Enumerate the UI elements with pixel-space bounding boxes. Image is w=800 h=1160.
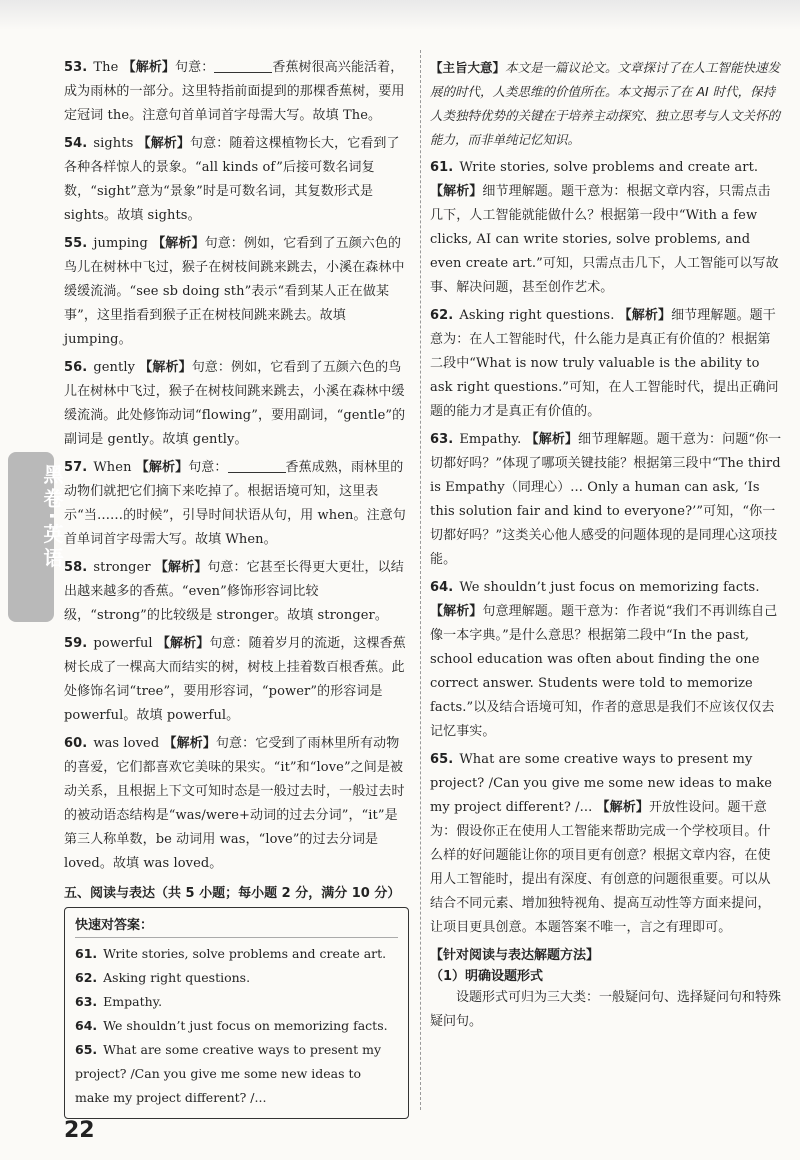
analysis-tag: 【解析】 — [137, 136, 191, 151]
answer-item-63 — [430, 428, 782, 572]
quick-answer-number: 62. — [75, 970, 98, 985]
main-idea — [430, 56, 782, 152]
quick-answer-item — [75, 966, 398, 990]
item-text: 细节理解题。题干意为：问题“你一切都好吗？”体现了哪项关键技能？根据第三段中“The third is Empathy（同理心）... Only a human can ask, ‘Is this solution fair and kind to everyone?’”可知，“你一切都好吗？”这类关心他人感受的问题体现的是同理心这项技能。 — [430, 432, 782, 567]
item-answer: Write stories, solve problems and create art. — [459, 160, 759, 175]
item-number: 65. — [430, 752, 454, 767]
item-text: 句意：随着这棵植物长大，它看到了各种各样惊人的景象。“all kinds of”后接可数名词复数，“sight”意为“景象”时是可数名词，其复数形式是 sights。故填 sights。 — [64, 136, 400, 223]
method-title: 【针对阅读与表达解题方法】 — [430, 948, 600, 963]
side-tab-label: 黑卷·英语 — [40, 464, 64, 572]
quick-answer-item — [75, 990, 398, 1014]
quick-answer-text: We shouldn’t just focus on memorizing facts. — [103, 1018, 388, 1033]
blank-line — [214, 58, 272, 73]
quick-answer-item — [75, 1014, 398, 1038]
quick-answer-number: 65. — [75, 1042, 98, 1057]
item-answer: powerful — [93, 636, 153, 651]
analysis-tag: 【解析】 — [430, 604, 483, 619]
quick-answer-text: Write stories, solve problems and create art. — [103, 946, 387, 961]
analysis-tag: 【解析】 — [135, 460, 189, 475]
answer-item-58 — [64, 556, 409, 628]
answer-item-59 — [64, 632, 409, 728]
item-text: 句意：随着岁月的流逝，这棵香蕉树长成了一棵高大而结实的树，树枝上挂着数百根香蕉。此处修饰名词“tree”，要用形容词，“power”的形容词是 powerful。故填 powerful。 — [64, 636, 406, 723]
answer-item-62 — [430, 304, 782, 424]
item-number: 54. — [64, 136, 88, 151]
answer-item-55 — [64, 232, 409, 352]
item-number: 53. — [64, 60, 88, 75]
item-text: 句意理解题。题干意为：作者说“我们不再训练自己像一本字典。”是什么意思？根据第二段中“In the past, school education was often about finding the one correct answer. Students were told to memorize facts.”以及结合语境可知，作者的意思是我们不应该仅仅去记忆事实。 — [430, 604, 778, 739]
left-column — [64, 56, 409, 1119]
main-idea-tag: 【主旨大意】 — [430, 60, 506, 75]
item-number: 57. — [64, 460, 88, 475]
item-answer: sights — [93, 136, 134, 151]
answer-item-64 — [430, 576, 782, 744]
item-text: 句意： — [175, 60, 215, 75]
item-number: 56. — [64, 360, 88, 375]
quick-answer-number: 61. — [75, 946, 98, 961]
item-answer: jumping — [93, 236, 148, 251]
item-number: 55. — [64, 236, 88, 251]
answer-item-56 — [64, 356, 409, 452]
analysis-tag: 【解析】 — [152, 236, 205, 251]
item-text: 句意：例如，它看到了五颜六色的鸟儿在树林中飞过，猴子在树枝间跳来跳去，小溪在森林中缓缓流淌。此处修饰动词“flowing”，要用副词，“gentle”的副词是 gently。故填 gently。 — [64, 360, 406, 447]
item-answer: was loved — [93, 736, 160, 751]
item-answer: Empathy. — [459, 432, 522, 447]
analysis-tag: 【解析】 — [139, 360, 192, 375]
item-answer: gently — [93, 360, 136, 375]
answer-item-54 — [64, 132, 409, 228]
analysis-tag: 【解析】 — [525, 432, 579, 447]
item-text: 句意：它受到了雨林里所有动物的喜爱，它们都喜欢它美味的果实。“it”和“love”之间是被动关系，且根据上下文可知时态是一般过去时，一般过去时的被动语态结构是“was/were+动词的过去分词”，“it”是第三人称单数，be 动词用 was，“love”的过去分词是 loved。故填 was loved。 — [64, 736, 405, 871]
item-number: 59. — [64, 636, 88, 651]
analysis-tag: 【解析】 — [154, 560, 208, 575]
blank-line — [228, 458, 286, 473]
column-divider — [420, 50, 421, 1110]
item-text: 细节理解题。题干意为：在人工智能时代，什么能力是真正有价值的？根据第二段中“What is now truly valuable is the ability to ask right questions.”可知，在人工智能时代，提出正确问题的能力才是真正有价值的。 — [430, 308, 779, 419]
section-title: 五、阅读与表达（共 5 小题；每小题 2 分，满分 10 分） — [64, 886, 401, 901]
item-answer: When — [93, 460, 132, 475]
quick-answer-text: Empathy. — [103, 994, 163, 1009]
answer-item-53 — [64, 56, 409, 128]
quick-answer-number: 64. — [75, 1018, 98, 1033]
analysis-tag: 【解析】 — [163, 736, 216, 751]
analysis-tag: 【解析】 — [122, 60, 176, 75]
method-subtitle: （1）明确设题形式 — [430, 969, 544, 984]
item-text: 开放性设问。题干意为：假设你正在使用人工智能来帮助完成一个学校项目。什么样的好问题能让你的项目更有创意？根据文章内容，在使用人工智能时，提出有深度、有创意的问题很重要。可以从结合不同元素、增加独特视角、提高互动性等方面来提问，让项目更具创意。本题答案不唯一，言之有理即可。 — [430, 800, 771, 935]
page-number: 22 — [64, 1118, 95, 1143]
analysis-tag: 【解析】 — [430, 184, 483, 199]
analysis-tag: 【解析】 — [618, 308, 672, 323]
quick-answer-item — [75, 1038, 398, 1110]
quick-answer-title: 快速对答案： — [75, 914, 398, 938]
item-number: 64. — [430, 580, 454, 595]
answer-item-60 — [64, 732, 409, 876]
item-answer: We shouldn’t just focus on memorizing facts. — [459, 580, 760, 595]
quick-answer-text: Asking right questions. — [103, 970, 251, 985]
quick-answer-box — [64, 907, 409, 1119]
top-shadow — [0, 0, 800, 30]
item-number: 60. — [64, 736, 88, 751]
item-text: 香蕉成熟，雨林里的动物们就把它们摘下来吃掉了。根据语境可知，这里表示“当……的时候”，引导时间状语从句，用 when。注意句首单词首字母需大写。故填 When。 — [64, 460, 406, 547]
item-number: 61. — [430, 160, 454, 175]
quick-answer-number: 63. — [75, 994, 98, 1009]
item-text: 句意：它甚至长得更大更壮，以结出越来越多的香蕉。“even”修饰形容词比较级，“strong”的比较级是 stronger。故填 stronger。 — [64, 560, 404, 623]
item-answer: What are some creative ways to present my project? /Can you give me some new ideas to make my project different? /... — [430, 752, 773, 815]
item-text: 细节理解题。题干意为：根据文章内容，只需点击几下，人工智能就能做什么？根据第一段中“With a few clicks, AI can write stories, solve problems, and even create art.”可知，只需点击几下，人工智能可以写故事、解决问题，甚至创作艺术。 — [430, 184, 779, 295]
item-number: 62. — [430, 308, 454, 323]
quick-answer-text: What are some creative ways to present my project? /Can you give me some new ideas to make my project different? /... — [75, 1042, 382, 1105]
item-number: 58. — [64, 560, 88, 575]
quick-answer-item — [75, 942, 398, 966]
main-idea-text: 本文是一篇议论文。文章探讨了在人工智能快速发展的时代，人类思维的价值所在。本文揭示了在 AI 时代，保持人类独特优势的关键在于培养主动探究、独立思考与人文关怀的能力，而非单纯记忆知识。 — [430, 60, 781, 147]
side-tab — [8, 452, 64, 622]
right-column — [430, 56, 782, 1034]
item-text: 香蕉树很高兴能活着，成为雨林的一部分。这里特指前面提到的那棵香蕉树，要用定冠词 the。注意句首单词首字母需大写。故填 The。 — [64, 60, 405, 123]
item-answer: stronger — [93, 560, 151, 575]
item-answer: The — [93, 60, 119, 75]
item-number: 63. — [430, 432, 454, 447]
analysis-tag: 【解析】 — [596, 800, 649, 815]
answer-item-65 — [430, 748, 782, 940]
answer-item-57 — [64, 456, 409, 552]
answer-item-61 — [430, 156, 782, 300]
item-answer: Asking right questions. — [459, 308, 615, 323]
item-text: 句意： — [188, 460, 228, 475]
analysis-tag: 【解析】 — [156, 636, 210, 651]
method-text: 设题形式可归为三大类：一般疑问句、选择疑问句和特殊疑问句。 — [430, 990, 782, 1029]
item-text: 句意：例如，它看到了五颜六色的鸟儿在树林中飞过，猴子在树枝间跳来跳去，小溪在森林中缓缓流淌。“see sb doing sth”表示“看到某人正在做某事”，这里指看到猴子正在树枝间跳来跳去。故填 jumping。 — [64, 236, 405, 347]
